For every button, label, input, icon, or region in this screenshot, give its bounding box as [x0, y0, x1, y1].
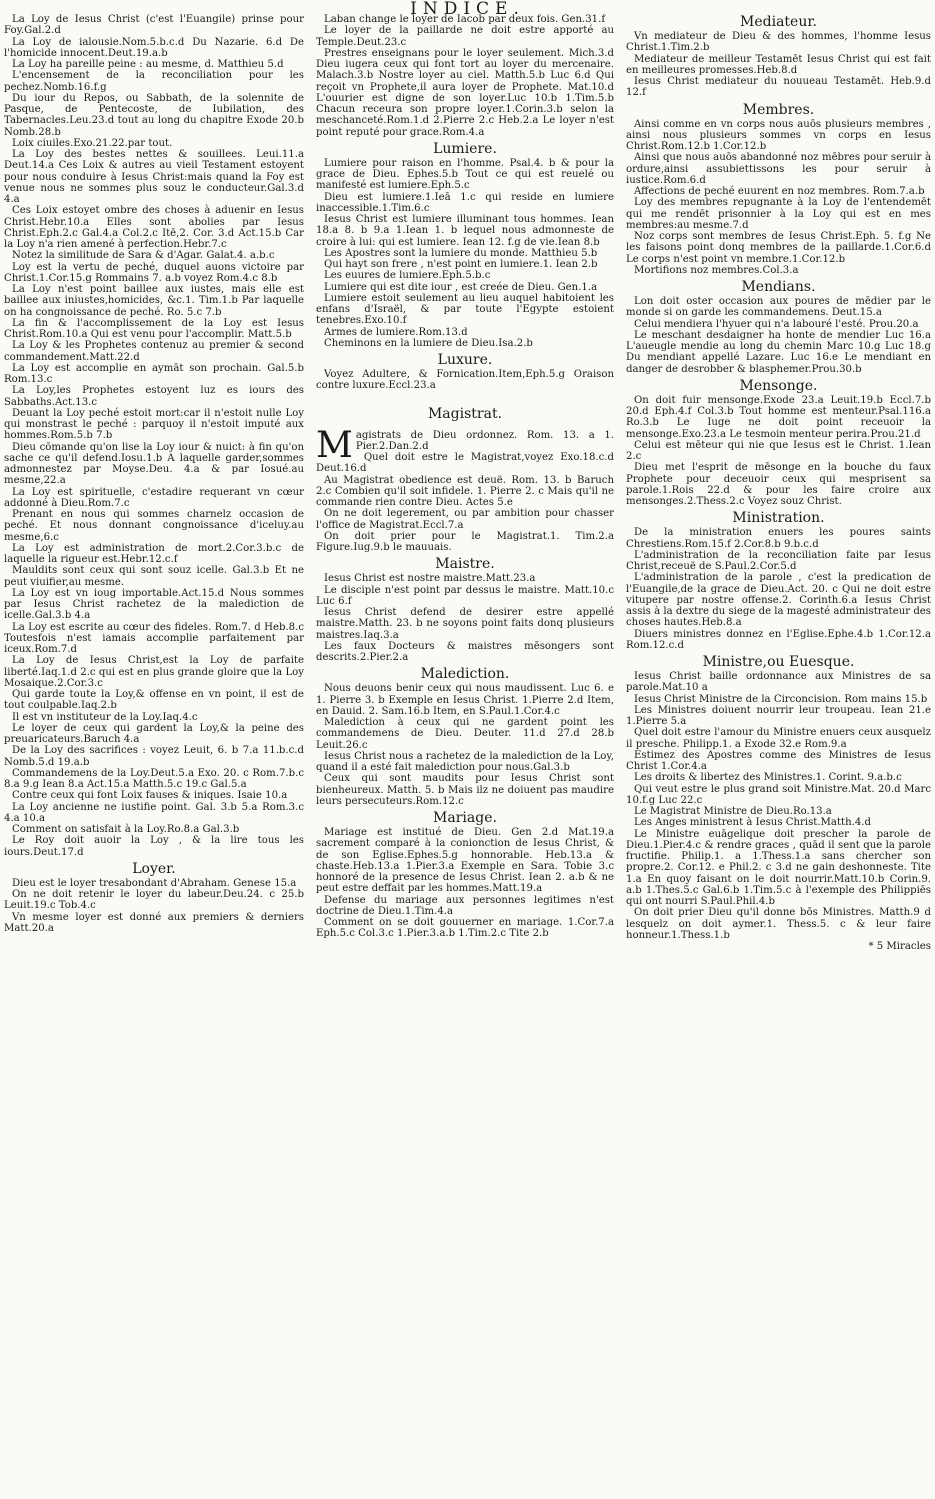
entry: Iesus Christ nous a rachetez de la malediction de la Loy, quand il a esté fait malediction pour nous.Gal.3.b	[316, 750, 614, 773]
entry: On doit prier pour le Magistrat.1. Tim.2.a Figure.Iug.9.b le mauuais.	[316, 530, 614, 553]
entry: Iesus Christ est nostre maistre.Matt.23.a	[324, 573, 536, 585]
entry: Ces Loix estoyet ombre des choses à aduenir en Iesus Christ.Hebr.10.a Elles sont abolies par Iesus Christ.Eph.2.c Gal.4.a Col.2.c Itē,2. Cor. 3.d Act.15.b Car la Loy n'a rien amené à perfection.Hebr.7.c	[4, 205, 304, 250]
entry: Il est vn instituteur de la Loy.Iaq.4.c	[12, 711, 198, 723]
entry: La Loy des bestes nettes & souillees. Leui.11.a Deut.14.a Ces Loix & autres au vieil Testament estoyent pour nous conduire à Iesus Christ:mais quand la Foy est venue nous ne sommes plus souz le conducteur.Gal.3.d 4.a	[4, 149, 304, 205]
entry: Lumiere qui est dite iour , est creée de Dieu. Gen.1.a	[324, 281, 598, 293]
entry: Vn mesme loyer est donné aux premiers & derniers Matt.20.a	[4, 911, 304, 934]
entry: Cheminons en la lumiere de Dieu.Isa.2.b	[324, 337, 533, 349]
section-heading-mariage: Mariage.	[433, 810, 497, 826]
entry: Deuant la Loy peché estoit mort:car il n'estoit nulle Loy qui monstrast le peché : parquoy il n'estoit imputé aux hommes.Rom.5.b 7.b	[4, 407, 304, 442]
entry: L'encensement de la reconciliation pour les pechez.Nomb.16.f.g	[4, 70, 304, 93]
entry: La Loy ha pareille peine : au mesme, d. Matthieu 5.d	[12, 59, 284, 70]
entry: Magistrats de Dieu ordonnez. Rom. 13. a 1. Pier.2.Dan.2.d	[316, 424, 614, 466]
catchword-footer: * 5 Miracles	[868, 941, 931, 952]
entry: Dieu est le loyer tresabondant d'Abraham. Genese 15.a	[12, 877, 297, 889]
entry: Lon doit oster occasion aux poures de mēdier par le monde si on garde les commandemens. Deut.15.a	[626, 296, 931, 319]
entry: Iesus Christ defend de desirer estre appellé maistre.Matth. 23. b ne soyons point faits donq plusieurs maistres.Iaq.3.a	[316, 607, 614, 641]
entry: La Loy n'est point baillee aux iustes, mais elle est baillee aux iniustes,homicides, &c.1. Tim.1.b Par laquelle on ha congnoissance de peché. Ro. 5.c 7.b	[4, 284, 304, 318]
section-heading-magistrat: Magistrat.	[427, 405, 503, 422]
entry: Malediction à ceux qui ne gardent point les commandemens de Dieu. Deuter. 11.d 27.d 28.b Leuit.26.c	[316, 717, 614, 751]
entry: La Loy,les Prophetes estoyent luz es iours des Sabbaths.Act.13.c	[4, 385, 304, 408]
entry: Qui hayt son frere , n'est point en lumiere.1. Iean 2.b	[324, 259, 598, 270]
entry: Au Magistrat obedience est deuë. Rom. 13. b Baruch 2.c Combien qu'il soit infidele. 1. Pierre 2. c Mais qu'il ne commande rien contre Dieu. Actes 5.e	[316, 474, 614, 508]
section-heading-membres: Membres.	[742, 101, 815, 118]
entry: Mediateur de meilleur Testamēt Iesus Christ qui est fait en meilleures promesses.Heb.8.d	[626, 53, 931, 76]
entry: Les Anges ministrent à Iesus Christ.Matth.4.d	[634, 817, 871, 829]
entry: Affections de peché euurent en noz membres. Rom.7.a.b	[634, 186, 925, 197]
section-heading-loyer: Loyer.	[132, 860, 176, 877]
entry: Mortifions noz membres.Col.3.a	[634, 264, 799, 276]
section-heading-maistre: Maistre.	[435, 556, 495, 573]
entry: Iesus Christ mediateur du nouueau Testamēt. Heb.9.d 12.f	[626, 76, 931, 99]
entry: Celui est mēteur qui nie que Iesus est le Christ. 1.Iean 2.c	[626, 439, 931, 462]
entry: La Loy ancienne ne iustifie point. Gal. 3.b 5.a Rom.3.c 4.a 10.a	[4, 801, 304, 824]
entry: Laban change le loyer de Iacob par deux fois. Gen.31.f	[324, 14, 606, 25]
entry: Comment on satisfait à la Loy.Ro.8.a Gal.3.b	[12, 824, 240, 835]
entry: Iesus Christ baille ordonnance aux Ministres de sa parole.Mat.10 a	[626, 671, 931, 694]
entry: La Loy est vn ioug importable.Act.15.d Nous sommes par Iesus Christ rachetez de la malediction de icelle.Gal.3.b 4.a	[4, 587, 304, 622]
entry: Diuers ministres donnez en l'Eglise.Ephe.4.b 1.Cor.12.a Rom.12.c.d	[626, 628, 931, 651]
section-heading-luxure: Luxure.	[437, 352, 493, 368]
entry: Vn mediateur de Dieu & des hommes, l'homme Iesus Christ.1.Tim.2.b	[626, 31, 931, 54]
entry: Ainsi comme en vn corps nous auōs plusieurs membres , ainsi nous plusieurs sommes vn corps en Iesus Christ.Rom.12.b 1.Cor.12.b	[626, 118, 931, 152]
entry: Quel doit estre l'amour du Ministre enuers ceux ausquelz il presche. Philipp.1. a Exode 32.e Rom.9.a	[626, 727, 931, 750]
entry: Prenant en nous qui sommes charnelz occasion de peché. Et nous donnant congnoissance d'iceluy.au mesme,6.c	[4, 509, 304, 543]
entry: Le loyer de ceux qui gardent la Loy,& la peine des preuaricateurs.Baruch 4.a	[4, 722, 304, 745]
entry: Les droits & libertez des Ministres.1. Corint. 9.a.b.c	[634, 772, 902, 784]
entry: Dieu est lumiere.1.Ieā 1.c qui reside en lumiere inaccessible.1.Tim.6.c	[316, 191, 614, 214]
entry: Quel doit estre le Magistrat,voyez Exo.18.c.d Deut.16.d	[316, 452, 614, 475]
entry: Celui mendiera l'hyuer qui n'a labouré l'esté. Prou.20.a	[634, 318, 919, 330]
entry: Armes de lumiere.Rom.13.d	[324, 326, 468, 338]
entry: Les euures de lumiere.Eph.5.b.c	[324, 270, 491, 282]
entry: Prestres enseignans pour le loyer seulement. Mich.3.d Dieu iugera ceux qui font tort au loyer du mercenaire. Malach.3.b Nostre loyer au ciel. Matth.5.b Luc 6.d Qui reçoit vn Prophete,il aura loyer de Prophete. Mat.10.d L'ouurier est digne de son loyer.Luc 10.b 1.Tim.5.b Chacun receura son propre loyer.1.Corin.3.b selon la meschanceté.Rom.1.d 2.Pierre 2.c Heb.2.a Le loyer n'est point reputé pour grace.Rom.4.a	[316, 47, 614, 138]
entry: Nous deuons benir ceux qui nous maudissent. Luc 6. e 1. Pierre 3. b Exemple en Iesus Christ. 1.Pierre 2.d Item, en Dauid. 2. Sam.16.b Item, en S.Paul.1.Cor.4.c	[316, 683, 614, 717]
entry: Les Ministres doiuent nourrir leur troupeau. Iean 21.e 1.Pierre 5.a	[626, 704, 931, 727]
entry: Ainsi que nous auōs abandonné noz mēbres pour seruir à ordure,ainsi assubiettissons les pour seruir à iustice.Rom.6.d	[626, 152, 931, 186]
page-header: INDICE.	[410, 0, 525, 19]
section-heading-mediateur: Mediateur.	[740, 14, 817, 30]
section-heading-ministre: Ministre,ou Euesque.	[702, 654, 855, 670]
entry: Qui garde toute la Loy,& offense en vn point, il est de tout coulpable.Iaq.2.b	[4, 689, 304, 712]
entry: Iesus Christ Ministre de la Circoncision. Rom mains 15.b	[634, 693, 928, 705]
index-column-2	[316, 14, 614, 1484]
entry: Le Roy doit auoir la Loy , & la lire tous les iours.Deut.17.d	[4, 835, 304, 858]
entry: Iesus Christ est lumiere illuminant tous hommes. Iean 18.a 8. b 9.a 1.Iean 1. b lequel nous admonneste de croire à lui: qui est lumiere. Iean 12. f.g de vie.Iean 8.b	[316, 214, 614, 248]
entry: L'administration de la reconciliation faite par Iesus Christ,receuë de S.Paul.2.Cor.5.d	[626, 549, 931, 572]
entry: Le disciple n'est point par dessus le maistre. Matt.10.c Luc 6.f	[316, 584, 614, 607]
entry: On doit fuir mensonge.Exode 23.a Leuit.19.b Eccl.7.b 20.d Eph.4.f Col.3.b Tout homme est menteur.Psal.116.a Ro.3.b Le Iuge ne doit point receuoir la mensonge.Exo.23.a Le tesmoin menteur perira.Prou.21.d	[626, 394, 931, 440]
section-heading-mendians: Mendians.	[741, 279, 816, 295]
entry: Noz corps sont membres de Iesus Christ.Eph. 5. f.g Ne les faisons point donq membres de la paillarde.1.Cor.6.d Le corps n'est point vn membre.1.Cor.12.b	[626, 231, 931, 265]
entry: Le meschant desdaigner ha honte de mendier Luc 16.a L'aueugle mendie au long du chemin Marc 10.g Luc 18.g Du mendiant appellé Lazare. Luc 16.e Le mendiant en danger de desrobber & blasphemer.Prou.30.b	[626, 329, 931, 375]
section-heading-lumiere: Lumiere.	[433, 140, 497, 157]
entry: De la Loy des sacrifices : voyez Leuit, 6. b 7.a 11.b.c.d Nomb.5.d 19.a.b	[4, 745, 304, 768]
entry: Notez la similitude de Sara & d'Agar. Galat.4. a.b.c	[12, 250, 275, 262]
entry: L'administration de la parole , c'est la predication de l'Euangile,de la grace de Dieu.Act. 20. c Qui ne doit estre vitupere par nostre offense.2. Corinth.6.a Iesus Christ assis à la dextre du siege de la magesté administrateur des choses hautes.Heb.8.a	[626, 572, 931, 629]
entry: La Loy & les Prophetes contenuz au premier & second commandement.Matt.22.d	[4, 340, 304, 363]
entry: Loy est la vertu de peché, duquel auons victoire par Christ.1.Cor.15.g Rommains 7. a.b voyez Rom.4.c 8.b	[4, 261, 304, 284]
index-column-1	[4, 14, 304, 1484]
entry: On ne doit legerement, ou par ambition pour chasser l'office de Magistrat.Eccl.7.a	[316, 508, 614, 531]
entry: Du iour du Repos, ou Sabbath, de la solennite de Pasque, de Pentecoste, de Iubilation, des Tabernacles.Leu.23.d tout au long du chapitre Exode 20.b Nomb.28.b	[4, 92, 304, 138]
section-heading-malediction: Malediction.	[420, 666, 510, 683]
entry: Dieu met l'esprit de mēsonge en la bouche du faux Prophete pour deceuoir ceux qui mesprisent sa parole.1.Rois 22.d & pour les faire croire aux mensonges.2.Thess.2.c Voyez souz Christ.	[626, 462, 931, 507]
entry: Les Apostres sont la lumiere du monde. Matthieu 5.b	[324, 247, 598, 259]
entry: Les faux Docteurs & maistres mēsongers sont descrits.2.Pier.2.a	[316, 640, 614, 663]
index-column-3	[626, 14, 931, 1484]
section-heading-ministration: Ministration.	[732, 510, 825, 527]
entry: La fin & l'accomplissement de la Loy est Iesus Christ.Rom.10.a Qui est venu pour l'accomplir. Matt.5.b	[4, 317, 304, 340]
entry: Qui veut estre le plus grand soit Ministre.Mat. 20.d Marc 10.f.g Luc 22.c	[626, 783, 931, 806]
entry: Commandemens de la Loy.Deut.5.a Exo. 20. c Rom.7.b.c 8.a 9.g Iean 8.a Act.15.a Matth.5.c 19.c Gal.5.a	[4, 767, 304, 790]
entry: Mariage est institué de Dieu. Gen 2.d Mat.19.a sacrement comparé à la conionction de Iesus Christ, & de son Eglise.Ephes.5.g honnorable. Heb.13.a & chaste.Heb.13.a 1.Pier.3.a Exemple en Sara. Tobie 3.c honnoré de la presence de Iesus Christ. Iean 2. a.b & ne peut estre deffait par les hommes.Matt.19.a	[316, 827, 614, 895]
entry: La Loy de Iesus Christ (c'est l'Euangile) prinse pour Foy.Gal.2.d	[4, 14, 304, 37]
entry: On doit prier Dieu qu'il donne bōs Ministres. Matth.9 d lesquelz on doit aymer.1. Thess.5. c & leur faire honneur.1.Thess.1.b	[626, 907, 931, 941]
entry: De la ministration enuers les poures saints Chrestiens.Rom.15.f 2.Cor.8.b 9.b.c.d	[626, 527, 931, 550]
entry: Ceux qui sont maudits pour Iesus Christ sont bienheureux. Matth. 5. b Mais ilz ne doiuent pas maudire leurs persecuteurs.Rom.12.c	[316, 773, 614, 807]
entry: La Loy est administration de mort.2.Cor.3.b.c de laquelle la rigueur est.Hebr.12.c.f	[4, 542, 304, 565]
section-heading-mensonge: Mensonge.	[739, 377, 818, 394]
entry: Lumiere estoit seulement au lieu auquel habitoient les enfans d'Israël, & par toute l'Egypte estoient tenebres.Exo.10.f	[316, 292, 614, 327]
entry: La Loy de ialousie.Nom.5.b.c.d Du Nazarie. 6.d De l'homicide innocent.Deut.19.a.b	[4, 36, 304, 59]
entry: Comment on se doit gouuerner en mariage. 1.Cor.7.a Eph.5.c Col.3.c 1.Pier.3.a.b 1.Tim.2.c Tite 2.b	[316, 917, 614, 940]
entry: Contre ceux qui font Loix fauses & iniques. Isaie 10.a	[12, 790, 288, 802]
entry: Loy des membres repugnante à la Loy de l'entendemēt qui me rendēt prisonnier à la Loy qui est en mes membres:au mesme.7.d	[626, 197, 931, 231]
entry: Le Magistrat Ministre de Dieu.Ro.13.a	[634, 806, 832, 817]
entry: Lumiere pour raison en l'homme. Psal.4. b & pour la grace de Dieu. Ephes.5.b Tout ce qui est reuelé ou manifesté est lumiere.Eph.5.c	[316, 157, 614, 192]
entry: Le Ministre euāgelique doit prescher la parole de Dieu.1.Pier.4.c & rendre graces , quād il sent que la parole fructifie. Philip.1. a 1.Thess.1.a sans chercher son propre.2. Cor.12. e Phil.2. c 3.d ne gain deshonneste. Tite 1.a En quoy faisant on le doit nourrir.Matt.10.b Corin.9. a.b 1.Thes.5.c Gal.6.b 1.Tim.5.c à l'exemple des Philippiēs qui ont nourri S.Paul.Phil.4.b	[626, 828, 931, 907]
entry: La Loy est spirituelle, c'estadire requerant vn cœur addonné à Dieu.Rom.7.c	[4, 486, 304, 509]
entry: La Loy de Iesus Christ,est la Loy de parfaite liberté.Iaq.1.d 2.c qui est en plus grande gloire que la Loy Mosaique.2.Cor.3.c	[4, 655, 304, 689]
entry: On ne doit retenir le loyer du labeur.Deu.24. c 25.b Leuit.19.c Tob.4.c	[4, 889, 304, 912]
entry: Dieu cōmande qu'on lise la Loy iour & nuict: à fin qu'on sache ce qu'il defend.Iosu.1.b A laquelle garder,sommes admonnestez par Moyse.Deu. 4.a & par Iosué.au mesme,22.a	[4, 441, 304, 487]
entry: Defense du mariage aux personnes legitimes n'est doctrine de Dieu.1.Tim.4.a	[316, 894, 614, 917]
entry: Mauldits sont ceux qui sont souz icelle. Gal.3.b Et ne peut viuifier,au mesme.	[4, 565, 304, 588]
entry: La Loy est escrite au cœur des fideles. Rom.7. d Heb.8.c Toutesfois n'est iamais accomplie parfaitement par iceux.Rom.7.d	[4, 621, 304, 655]
entry: Le loyer de la paillarde ne doit estre apporté au Temple.Deut.23.c	[316, 25, 614, 48]
entry: Voyez Adultere, & Fornication.Item,Eph.5.g Oraison contre luxure.Eccl.23.a	[316, 369, 614, 392]
entry: Loix ciuiles.Exo.21.22.par tout.	[12, 137, 173, 149]
entry: Estimez des Apostres comme des Ministres de Iesus Christ 1.Cor.4.a	[626, 749, 931, 772]
entry: La Loy est accomplie en aymāt son prochain. Gal.5.b Rom.13.c	[4, 362, 304, 385]
